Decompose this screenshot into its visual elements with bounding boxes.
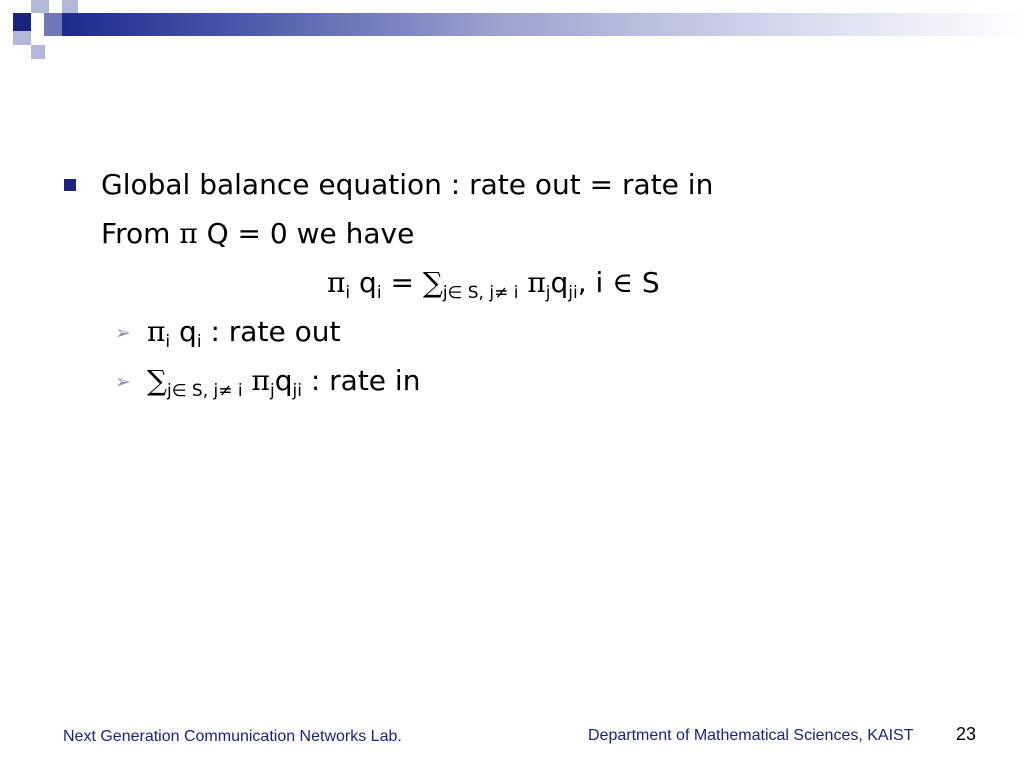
arrowhead-bullet-icon: ➢ <box>115 322 131 344</box>
rate-in-label: : rate in <box>301 364 421 397</box>
element-of-symbol: ∈ <box>612 266 633 299</box>
pi-symbol: π <box>527 266 546 299</box>
equals-sign: = <box>381 266 423 299</box>
subscript: ji <box>292 381 302 401</box>
header-square-light <box>62 0 78 13</box>
subscript: i <box>165 332 171 352</box>
from-text: From <box>101 217 180 250</box>
subscript: j <box>269 381 275 401</box>
balance-equation <box>327 266 660 303</box>
header-gradient-bar <box>62 13 1024 36</box>
set-symbol: S <box>632 266 660 299</box>
footer-lab-name: Next Generation Communication Networks Lab. <box>63 728 402 745</box>
pi-symbol: π <box>251 364 270 397</box>
global-balance-text: Global balance equation : rate out = rate in <box>101 168 714 201</box>
index-text: , i <box>577 266 613 299</box>
header-square-light <box>31 45 45 59</box>
q-symbol: q <box>170 315 197 348</box>
subscript: i <box>376 283 382 303</box>
sum-subscript: j∈ S, j≠ i <box>442 283 519 303</box>
pi-symbol: π <box>327 266 346 299</box>
rate-out-label: : rate out <box>201 315 341 348</box>
bullet-line-2 <box>101 217 414 251</box>
footer-department: Department of Mathematical Sciences, KAIST <box>588 727 914 744</box>
sum-symbol: ∑ <box>147 364 167 397</box>
header-square-light <box>13 31 31 45</box>
square-bullet-icon <box>64 179 76 191</box>
subscript: i <box>345 283 351 303</box>
subscript: j <box>545 283 551 303</box>
subscript: ji <box>568 283 578 303</box>
sub-item-rate-in <box>147 364 421 401</box>
q-symbol: q <box>550 266 569 299</box>
bullet-line-1 <box>101 168 713 202</box>
header-square-dark <box>13 13 31 31</box>
sub-item-rate-out <box>147 315 341 352</box>
pi-symbol: π <box>179 217 198 250</box>
header-square-light <box>31 0 49 13</box>
pi-symbol: π <box>147 315 166 348</box>
sum-subscript: j∈ S, j≠ i <box>167 381 243 401</box>
we-have-text: Q = 0 we have <box>197 217 415 250</box>
header-square-mid <box>44 13 62 36</box>
page-number: 23 <box>956 724 977 744</box>
subscript: i <box>196 332 202 352</box>
q-symbol: q <box>274 364 293 397</box>
arrowhead-bullet-icon: ➢ <box>115 371 131 393</box>
q-symbol: q <box>350 266 377 299</box>
sum-symbol: ∑ <box>422 266 443 299</box>
